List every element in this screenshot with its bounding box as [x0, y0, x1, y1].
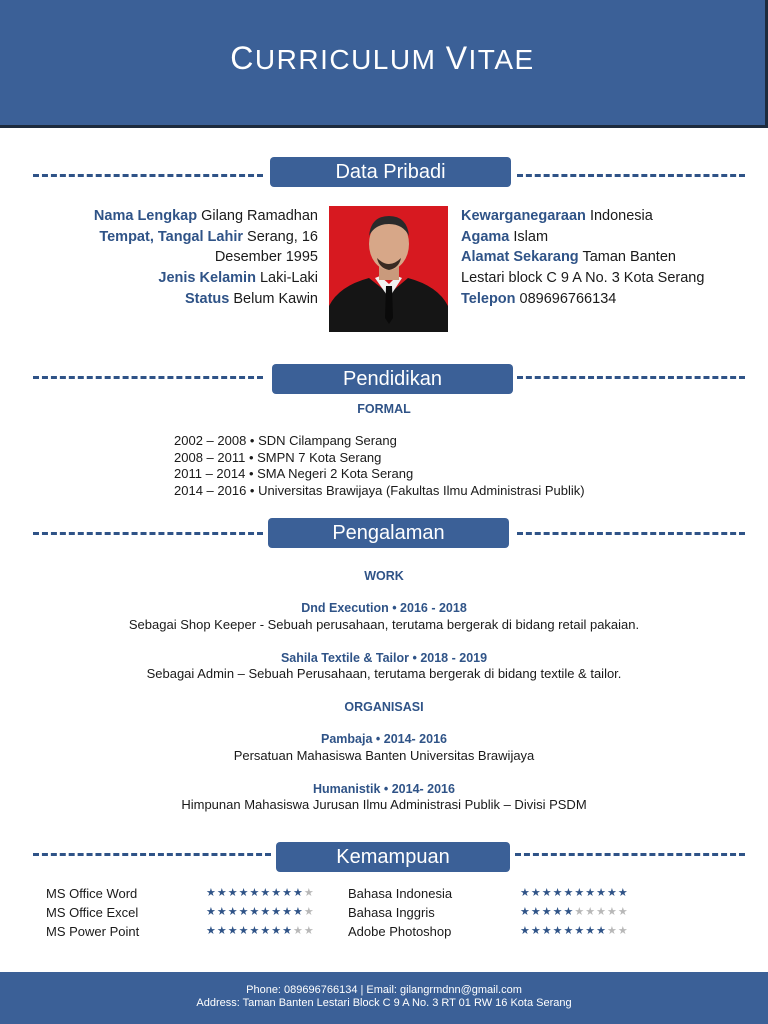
education-list	[174, 433, 585, 499]
personal-row: Jenis Kelamin Laki-Laki	[158, 270, 318, 287]
section-divider	[517, 376, 745, 379]
star-filled-icon: ★	[216, 925, 228, 937]
star-empty-icon: ★	[574, 906, 586, 918]
organization-description: Himpunan Mahasiswa Jurusan Ilmu Administrasi Publik – Divisi PSDM	[181, 797, 587, 812]
star-filled-icon: ★	[260, 906, 272, 918]
personal-info-left	[20, 206, 318, 310]
footer-contact: Phone: 089696766134 | Email: gilangrmdnn@gmail.com	[246, 984, 522, 996]
star-filled-icon: ★	[206, 887, 217, 899]
section-divider	[515, 853, 745, 856]
skill-rating	[520, 903, 629, 922]
skill-rating	[206, 884, 315, 903]
star-empty-icon: ★	[293, 925, 304, 937]
star-filled-icon: ★	[227, 925, 239, 937]
star-filled-icon: ★	[541, 925, 553, 937]
star-filled-icon: ★	[607, 887, 618, 899]
star-filled-icon: ★	[282, 887, 293, 899]
star-filled-icon: ★	[520, 925, 531, 937]
profile-photo	[329, 206, 448, 332]
star-filled-icon: ★	[552, 887, 564, 899]
header-banner	[0, 0, 768, 128]
job-description: Sebagai Admin – Sebuah Perusahaan, terutama bergerak di bidang textile & tailor.	[146, 666, 622, 681]
star-filled-icon: ★	[271, 925, 283, 937]
section-divider	[33, 853, 271, 856]
star-filled-icon: ★	[271, 887, 283, 899]
star-filled-icon: ★	[260, 925, 272, 937]
skill-name: Adobe Photoshop	[348, 924, 452, 939]
star-filled-icon: ★	[238, 906, 250, 918]
star-empty-icon: ★	[617, 906, 629, 918]
section-divider	[33, 532, 263, 535]
personal-row: Lestari block C 9 A No. 3 Kota Serang	[461, 270, 705, 287]
organization-title: Humanistik • 2014- 2016	[313, 782, 455, 796]
star-filled-icon: ★	[282, 925, 293, 937]
star-filled-icon: ★	[552, 906, 564, 918]
star-filled-icon: ★	[206, 925, 217, 937]
star-empty-icon: ★	[303, 887, 315, 899]
star-filled-icon: ★	[617, 887, 629, 899]
skill-name: MS Power Point	[46, 924, 140, 939]
star-empty-icon: ★	[617, 925, 629, 937]
star-filled-icon: ★	[585, 887, 597, 899]
star-filled-icon: ★	[563, 925, 575, 937]
star-filled-icon: ★	[596, 925, 607, 937]
star-filled-icon: ★	[238, 887, 250, 899]
skill-name: MS Office Excel	[46, 905, 139, 920]
star-filled-icon: ★	[530, 887, 542, 899]
section-divider	[33, 174, 263, 177]
star-filled-icon: ★	[293, 906, 304, 918]
star-filled-icon: ★	[216, 887, 228, 899]
star-filled-icon: ★	[563, 887, 575, 899]
star-empty-icon: ★	[303, 906, 315, 918]
list-item: 2014 – 2016 • Universitas Brawijaya (Fakultas Ilmu Administrasi Publik)	[174, 482, 585, 498]
section-title-skills: Kemampuan	[276, 842, 510, 872]
star-empty-icon: ★	[607, 906, 618, 918]
personal-row: Alamat Sekarang Taman Banten	[461, 249, 676, 266]
job-description: Sebagai Shop Keeper - Sebuah perusahaan, terutama bergerak di bidang retail pakaian.	[128, 617, 640, 632]
star-filled-icon: ★	[574, 925, 586, 937]
work-subtitle: WORK	[364, 569, 404, 583]
personal-row: Agama Islam	[461, 228, 549, 245]
organization-subtitle: ORGANISASI	[344, 700, 424, 714]
star-filled-icon: ★	[552, 925, 564, 937]
skill-rating	[206, 922, 315, 941]
personal-row: Nama Lengkap Gilang Ramadhan	[93, 208, 318, 224]
skills-left-names	[46, 884, 139, 941]
star-filled-icon: ★	[293, 887, 304, 899]
personal-row: Desember 1995	[214, 249, 318, 266]
personal-row: Kewarganegaraan Indonesia	[461, 208, 653, 224]
star-filled-icon: ★	[249, 906, 261, 918]
footer	[0, 972, 768, 1024]
star-filled-icon: ★	[227, 906, 239, 918]
footer-address: Address: Taman Banten Lestari Block C 9 A No. 3 RT 01 RW 16 Kota Serang	[196, 997, 572, 1009]
section-title-education: Pendidikan	[272, 364, 513, 394]
star-filled-icon: ★	[541, 906, 553, 918]
star-filled-icon: ★	[596, 887, 607, 899]
skill-name: Bahasa Inggris	[348, 905, 435, 920]
star-filled-icon: ★	[585, 925, 597, 937]
star-filled-icon: ★	[520, 906, 531, 918]
list-item: 2002 – 2008 • SDN Cilampang Serang	[174, 433, 397, 448]
skills-right-names	[348, 884, 452, 941]
job-title: Dnd Execution • 2016 - 2018	[301, 601, 467, 615]
star-filled-icon: ★	[530, 906, 542, 918]
star-empty-icon: ★	[596, 906, 607, 918]
skills-left-ratings	[206, 884, 315, 941]
star-filled-icon: ★	[541, 887, 553, 899]
skill-name: MS Office Word	[46, 886, 138, 901]
star-empty-icon: ★	[303, 925, 315, 937]
star-empty-icon: ★	[585, 906, 597, 918]
organization-title: Pambaja • 2014- 2016	[321, 732, 447, 746]
personal-row: Tempat, Tangal Lahir Serang, 16	[99, 228, 318, 245]
star-filled-icon: ★	[530, 925, 542, 937]
education-subtitle: FORMAL	[357, 402, 411, 416]
star-filled-icon: ★	[574, 887, 586, 899]
personal-row: Telepon 089696766134	[461, 290, 617, 307]
skill-name: Bahasa Indonesia	[348, 886, 453, 901]
skill-rating	[520, 922, 629, 941]
skill-rating	[206, 903, 315, 922]
list-item: 2008 – 2011 • SMPN 7 Kota Serang	[174, 449, 382, 465]
skills-right-ratings	[520, 884, 629, 941]
star-filled-icon: ★	[216, 906, 228, 918]
star-filled-icon: ★	[520, 887, 531, 899]
star-filled-icon: ★	[282, 906, 293, 918]
star-filled-icon: ★	[249, 887, 261, 899]
organization-description: Persatuan Mahasiswa Banten Universitas Brawijaya	[233, 748, 535, 763]
star-filled-icon: ★	[238, 925, 250, 937]
star-filled-icon: ★	[563, 906, 575, 918]
page-title: CURRICULUM VITAE	[230, 40, 535, 76]
section-divider	[517, 174, 745, 177]
list-item: 2011 – 2014 • SMA Negeri 2 Kota Serang	[174, 466, 414, 481]
personal-row: Status Belum Kawin	[185, 290, 318, 307]
star-empty-icon: ★	[607, 925, 618, 937]
job-title: Sahila Textile & Tailor • 2018 - 2019	[280, 651, 488, 665]
section-divider	[33, 376, 263, 379]
star-filled-icon: ★	[249, 925, 261, 937]
star-filled-icon: ★	[271, 906, 283, 918]
star-filled-icon: ★	[206, 906, 217, 918]
star-filled-icon: ★	[227, 887, 239, 899]
section-title-experience: Pengalaman	[268, 518, 509, 548]
section-title-personal: Data Pribadi	[270, 157, 511, 187]
personal-info-right	[461, 206, 761, 310]
section-divider	[517, 532, 745, 535]
skill-rating	[520, 884, 629, 903]
star-filled-icon: ★	[260, 887, 272, 899]
